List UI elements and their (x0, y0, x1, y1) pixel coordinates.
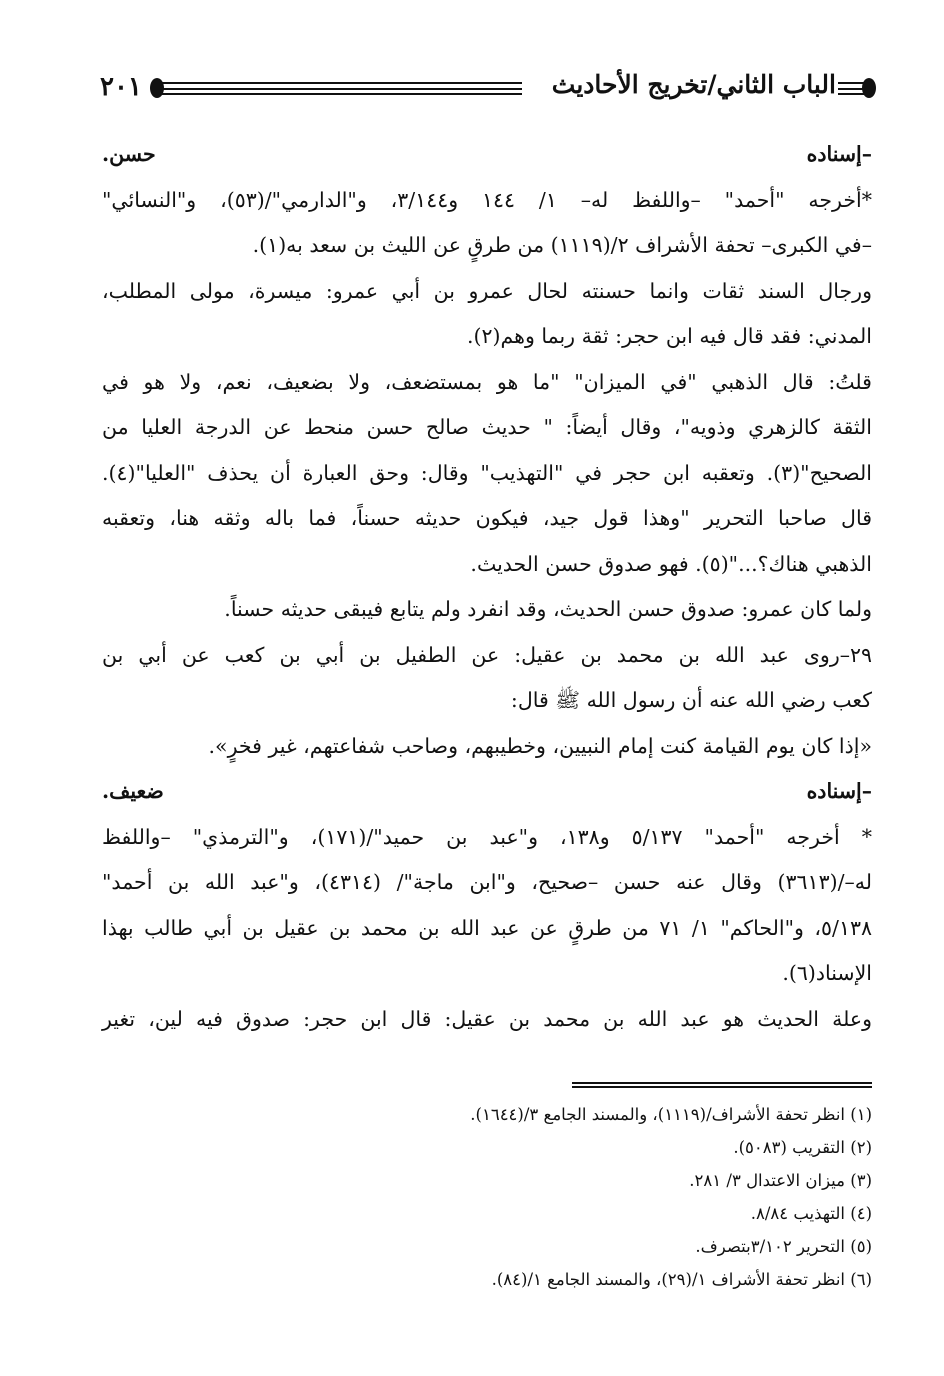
page-header (100, 68, 876, 112)
footnote-item: (٣) ميزان الاعتدال ٣/ ٢٨١. (689, 1171, 872, 1190)
text-line: الذهبي هناك؟..."(٥). فهو صدوق حسن الحديث. (470, 551, 872, 576)
text-line: ورجال السند ثقات وانما حسنته لحال عمرو بن أبي عمرو: ميسرة، مولى المطلب، (102, 278, 872, 303)
footnote-item: (١) انظر تحفة الأشراف/(١١١٩)، والمسند الجامع ٣/(١٦٤٤). (470, 1105, 872, 1124)
ornament-dot-right (862, 78, 876, 98)
text-line: وعلة الحديث هو عبد الله بن محمد بن عقيل: قال ابن حجر: صدوق فيه لين، تغير (102, 1006, 872, 1031)
footnote-item: (٢) التقريب (٥٠٨٣). (733, 1138, 872, 1157)
text-line: الإسناد(٦). (782, 961, 872, 985)
text-line: *أخرجه "أحمد" –واللفظ له– ١/ ١٤٤ و٣/١٤٤، و"الدارمي"/(٥٣)، و"النسائي" (102, 187, 872, 212)
text-line: قلتُ: قال الذهبي "في الميزان" "ما هو بمستضعف، ولا بضعيف، نعم، ولا هو في (102, 369, 872, 394)
text-line: –إسناده حسن. (102, 142, 872, 166)
footnote-item: (٦) انظر تحفة الأشراف ١/(٢٩)، والمسند الجامع ١/(٨٤). (491, 1270, 872, 1289)
main-text (102, 132, 872, 1042)
footnote-item: (٥) التحرير ٣/١٠٢بتصرف. (695, 1237, 872, 1256)
text-line: ولما كان عمرو: صدوق حسن الحديث، وقد انفرد ولم يتابع فيبقى حديثه حسناً. (224, 597, 872, 621)
text-line: ٥/١٣٨، و"الحاكم" ١/ ٧١ من طرقٍ عن عبد الله بن محمد بن عقيل بن أبي طالب بهذا (102, 915, 872, 940)
text-line: الصحيح"(٣). وتعقبه ابن حجر في "التهذيب" وقال: وحق العبارة أن يحذف "العليا"(٤). (102, 460, 872, 485)
text-line: له–/(٣٦١٣) وقال عنه حسن –صحيح، و"ابن ماجة"/ (٤٣١٤)، و"عبد الله بن أحمد" (102, 870, 872, 894)
text-line: –إسناده ضعيف. (102, 779, 872, 803)
text-line: –في الكبرى– تحفة الأشراف ٢/(١١١٩) من طرقٍ عن الليث بن سعد به(١). (252, 233, 872, 257)
page-number: ٢٠١ (100, 72, 142, 102)
running-title: الباب الثاني/تخريج الأحاديث (551, 70, 836, 99)
text-line: الثقة كالزهري وذويه"، وقال أيضاً: " حديث صالح حسن منحط عن الدرجة العليا من (102, 415, 872, 439)
text-line: كعب رضي الله عنه أن رسول الله ﷺ قال: (510, 688, 872, 712)
footnotes (102, 1098, 872, 1296)
footnote-item: (٤) التهذيب ٨/٨٤. (750, 1204, 872, 1223)
text-line: * أخرجه "أحمد" ٥/١٣٧ و١٣٨، و"عبد بن حميد"/(١٧١)، و"الترمذي" –واللفظ (102, 824, 872, 849)
text-line: «إذا كان يوم القيامة كنت إمام النبيين، وخطيبهم، وصاحب شفاعتهم، غير فخرٍ». (208, 733, 872, 758)
header-rule (162, 82, 522, 95)
text-line: ٢٩–روى عبد الله بن محمد بن عقيل: عن الطفيل بن أبي بن كعب عن أبي بن (102, 642, 872, 667)
footnote-separator (572, 1082, 872, 1088)
text-line: المدني: فقد قال فيه ابن حجر: ثقة ربما وهم(٢). (466, 324, 872, 348)
text-line: قال صاحبا التحرير "وهذا قول جيد، فيكون حديثه حسناً، فما باله وثقه هنا، وتعقبه (102, 506, 872, 530)
